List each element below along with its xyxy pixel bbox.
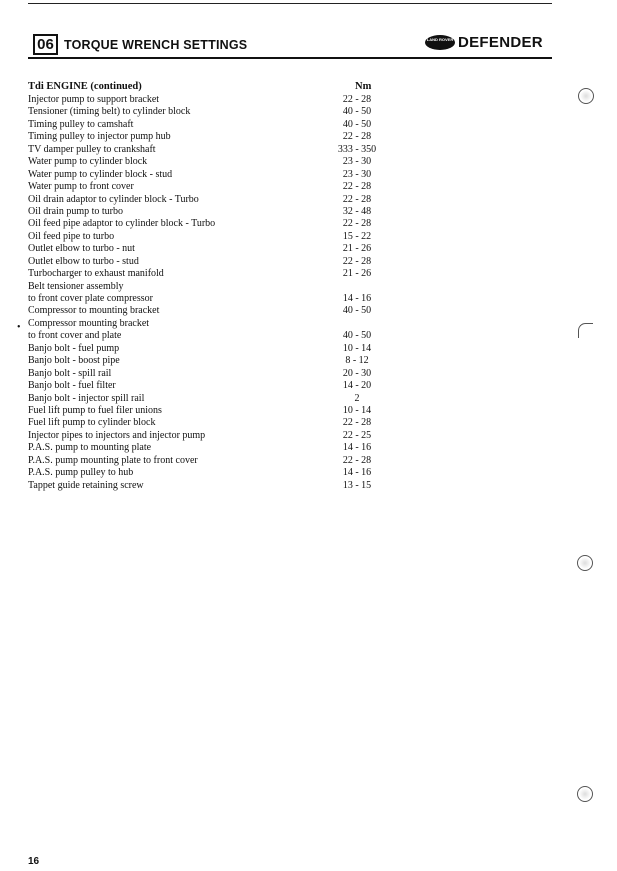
table-row (28, 169, 388, 181)
row-item: Tensioner (timing belt) to cylinder block (28, 106, 191, 118)
page-title: TORQUE WRENCH SETTINGS (64, 38, 248, 52)
row-item: Fuel lift pump to cylinder block (28, 417, 156, 429)
table-row (28, 480, 388, 492)
row-nm-value: 40 - 50 (342, 330, 372, 342)
row-item: Banjo bolt - boost pipe (28, 355, 120, 367)
table-row (28, 268, 388, 280)
punch-hole-icon (578, 323, 593, 338)
column-header-nm: Nm (355, 81, 372, 92)
table-row (28, 318, 388, 330)
section-number: 06 (33, 34, 58, 55)
brand-name: DEFENDER (458, 34, 543, 51)
table-row (28, 330, 388, 342)
top-rule (28, 3, 552, 4)
row-nm-value: 40 - 50 (342, 118, 372, 130)
table-row (28, 293, 388, 305)
table-row (28, 156, 388, 168)
row-item: P.A.S. pump mounting plate to front cover (28, 454, 198, 466)
row-nm-value: 22 - 28 (342, 454, 372, 466)
row-nm-value: 22 - 28 (342, 193, 372, 205)
row-nm-value: 14 - 16 (342, 442, 372, 454)
row-item: Banjo bolt - fuel filter (28, 380, 116, 392)
row-item: Tappet guide retaining screw (28, 479, 144, 491)
table-row (28, 281, 388, 293)
row-item: Water pump to cylinder block - stud (28, 168, 173, 180)
torque-table (28, 81, 388, 492)
row-nm-value: 14 - 16 (342, 293, 372, 304)
row-item: to front cover plate compressor (28, 293, 153, 304)
row-nm-value: 13 - 15 (342, 479, 372, 491)
page-number: 16 (28, 856, 40, 867)
row-item: Oil drain pump to turbo (28, 205, 123, 217)
row-item: Compressor to mounting bracket (28, 305, 160, 317)
table-row (28, 106, 388, 118)
row-item: Compressor mounting bracket (28, 317, 150, 329)
table-row (28, 231, 388, 243)
punch-hole-icon (577, 555, 593, 571)
table-row (28, 144, 388, 156)
table-row (28, 442, 388, 454)
row-nm-value: 40 - 50 (342, 106, 372, 118)
punch-hole-icon (577, 786, 593, 802)
table-row (28, 343, 388, 355)
table-row (28, 393, 388, 405)
row-nm-value: 22 - 28 (342, 218, 372, 230)
header-rule (28, 57, 552, 59)
row-item: Banjo bolt - spill rail (28, 367, 112, 379)
row-item: Outlet elbow to turbo - stud (28, 255, 139, 267)
row-nm-value: 15 - 22 (342, 230, 372, 242)
row-item: Banjo bolt - injector spill rail (28, 392, 145, 404)
table-row (28, 256, 388, 268)
table-row (28, 417, 388, 429)
table-row (28, 119, 388, 131)
row-nm-value: 23 - 30 (342, 168, 372, 180)
row-nm-value: 21 - 26 (342, 268, 372, 280)
row-nm-value: 14 - 20 (342, 380, 372, 392)
column-header-item: Tdi ENGINE (continued) (28, 81, 142, 92)
row-item: Belt tensioner assembly (28, 280, 124, 292)
table-row (28, 206, 388, 218)
row-item: P.A.S. pump to mounting plate (28, 442, 152, 454)
row-nm-value: 22 - 28 (342, 255, 372, 267)
table-row (28, 194, 388, 206)
margin-marker: • (17, 322, 21, 333)
table-row (28, 380, 388, 392)
row-nm-value: 22 - 28 (342, 181, 372, 193)
land-rover-logo-icon (425, 35, 455, 50)
row-item: Outlet elbow to turbo - nut (28, 243, 135, 255)
row-nm-value: 22 - 25 (342, 429, 372, 441)
row-nm-value: 22 - 28 (342, 417, 372, 429)
row-nm-value: 22 - 28 (342, 94, 372, 105)
row-item: Oil feed pipe adaptor to cylinder block - Turbo (28, 218, 216, 230)
table-row (28, 243, 388, 255)
table-row (28, 131, 388, 143)
punch-hole-icon (578, 88, 594, 104)
row-item: Oil drain adaptor to cylinder block - Turbo (28, 193, 199, 205)
row-item: Water pump to cylinder block (28, 156, 148, 168)
row-nm-value: 40 - 50 (342, 305, 372, 317)
row-nm-value: 10 - 14 (342, 404, 372, 416)
row-item: Fuel lift pump to fuel filer unions (28, 404, 162, 416)
row-nm-value: 333 - 350 (337, 143, 377, 155)
row-nm-value: 14 - 16 (342, 467, 372, 479)
row-nm-value: 23 - 30 (342, 156, 372, 168)
table-row (28, 455, 388, 467)
row-nm-value: 32 - 48 (342, 205, 372, 217)
row-item: TV damper pulley to crankshaft (28, 143, 156, 155)
table-row (28, 405, 388, 417)
table-row (28, 181, 388, 193)
row-item: Banjo bolt - fuel pump (28, 342, 120, 354)
row-item: Injector pump to support bracket (28, 94, 160, 105)
table-header (28, 81, 388, 94)
table-row (28, 430, 388, 442)
row-nm-value: 8 - 12 (345, 355, 369, 367)
table-row (28, 94, 388, 106)
table-row (28, 218, 388, 230)
logo-text: LAND ROVER (426, 37, 454, 42)
row-nm-value: 21 - 26 (342, 243, 372, 255)
row-nm-value: 22 - 28 (342, 131, 372, 143)
row-item: P.A.S. pump pulley to hub (28, 467, 134, 479)
row-item: Turbocharger to exhaust manifold (28, 268, 164, 280)
page-header (28, 32, 552, 59)
table-row (28, 368, 388, 380)
row-item: Timing pulley to camshaft (28, 118, 134, 130)
table-body (28, 94, 388, 492)
table-row (28, 305, 388, 317)
row-item: to front cover and plate (28, 330, 122, 342)
row-nm-value: 20 - 30 (342, 367, 372, 379)
row-item: Water pump to front cover (28, 181, 134, 193)
row-nm-value: 10 - 14 (342, 342, 372, 354)
row-nm-value: 2 (354, 392, 360, 404)
row-item: Injector pipes to injectors and injector pump (28, 429, 206, 441)
table-row (28, 467, 388, 479)
row-item: Oil feed pipe to turbo (28, 230, 115, 242)
table-row (28, 355, 388, 367)
row-item: Timing pulley to injector pump hub (28, 131, 171, 143)
